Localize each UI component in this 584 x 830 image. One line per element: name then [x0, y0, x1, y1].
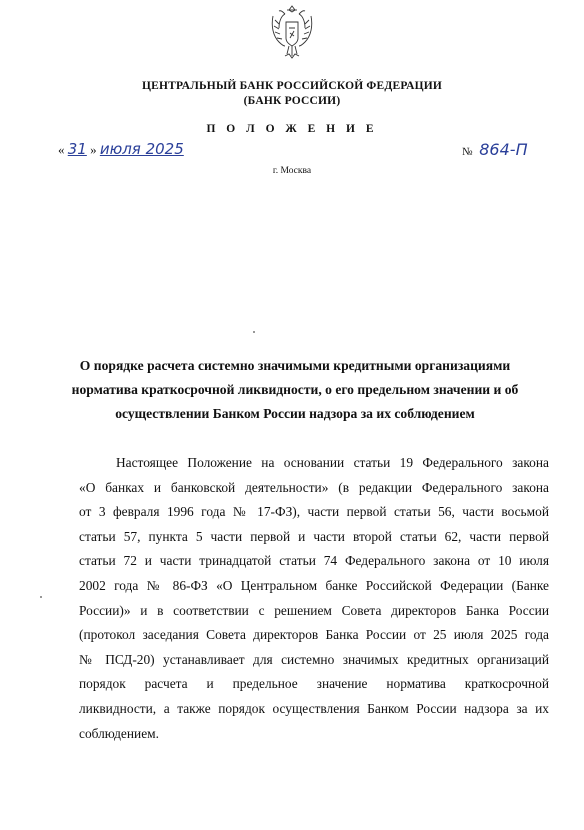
document-type: П О Л О Ж Е Н И Е	[206, 123, 378, 135]
paragraph-line: статьи 72 и части тринадцатой статьи 74 Федерального закона от 10 июля	[79, 553, 549, 569]
document-number	[462, 140, 528, 162]
paragraph-line: Настоящее Положение на основании статьи 19 Федерального закона	[116, 455, 549, 470]
document-title	[60, 354, 530, 426]
paragraph-line: (протокол заседания Совета директоров Банка России от 25 июля 2025 года	[79, 627, 549, 643]
paragraph-line: ликвидности, а также порядок осуществления Банком России надзора за их	[79, 700, 549, 716]
city-of-issue: г. Москва	[272, 166, 312, 176]
title-line: осуществлении Банком России надзора за их соблюдением	[115, 406, 475, 421]
paragraph-line: статьи 57, пункта 5 части первой и части второй статьи 62, части первой	[79, 528, 549, 544]
date-day: 31	[67, 140, 87, 158]
state-emblem-icon	[267, 0, 317, 68]
scan-speck	[40, 596, 42, 598]
issuer-name: ЦЕНТРАЛЬНЫЙ БАНК РОССИЙСКОЙ ФЕДЕРАЦИИ	[141, 80, 443, 92]
title-line: О порядке расчета системно значимыми кредитными организациями	[79, 358, 511, 373]
number-prefix: №	[462, 146, 473, 158]
date-close-quote: »	[90, 142, 97, 157]
issuer-short-name: (БАНК РОССИИ)	[243, 95, 341, 107]
number-value: 864-П	[479, 140, 528, 159]
paragraph-line: 2002 года № 86-ФЗ «О Центральном банке Российской Федерации (Банке	[79, 577, 549, 593]
paragraph-line: от 3 февраля 1996 года № 17-ФЗ), части первой статьи 56, части восьмой	[79, 504, 549, 520]
paragraph-line: России)» и в соответствии с решением Совета директоров Банка России	[79, 602, 549, 618]
date-month-year: июля 2025	[99, 140, 184, 158]
paragraph-line: «О банках и банковской деятельности» (в редакции Федерального закона	[79, 479, 549, 495]
paragraph-line: № ПСД-20) устанавливает для системно значимых кредитных организаций	[79, 651, 549, 667]
title-line: норматива краткосрочной ликвидности, о его предельном значении и об	[71, 382, 519, 397]
scan-speck	[253, 331, 255, 333]
preamble-paragraph	[79, 451, 549, 746]
document-date	[58, 140, 184, 162]
paragraph-line: соблюдением.	[79, 725, 159, 741]
date-open-quote: «	[58, 142, 65, 157]
paragraph-line: порядок расчета и предельное значение норматива краткосрочной	[79, 676, 549, 692]
